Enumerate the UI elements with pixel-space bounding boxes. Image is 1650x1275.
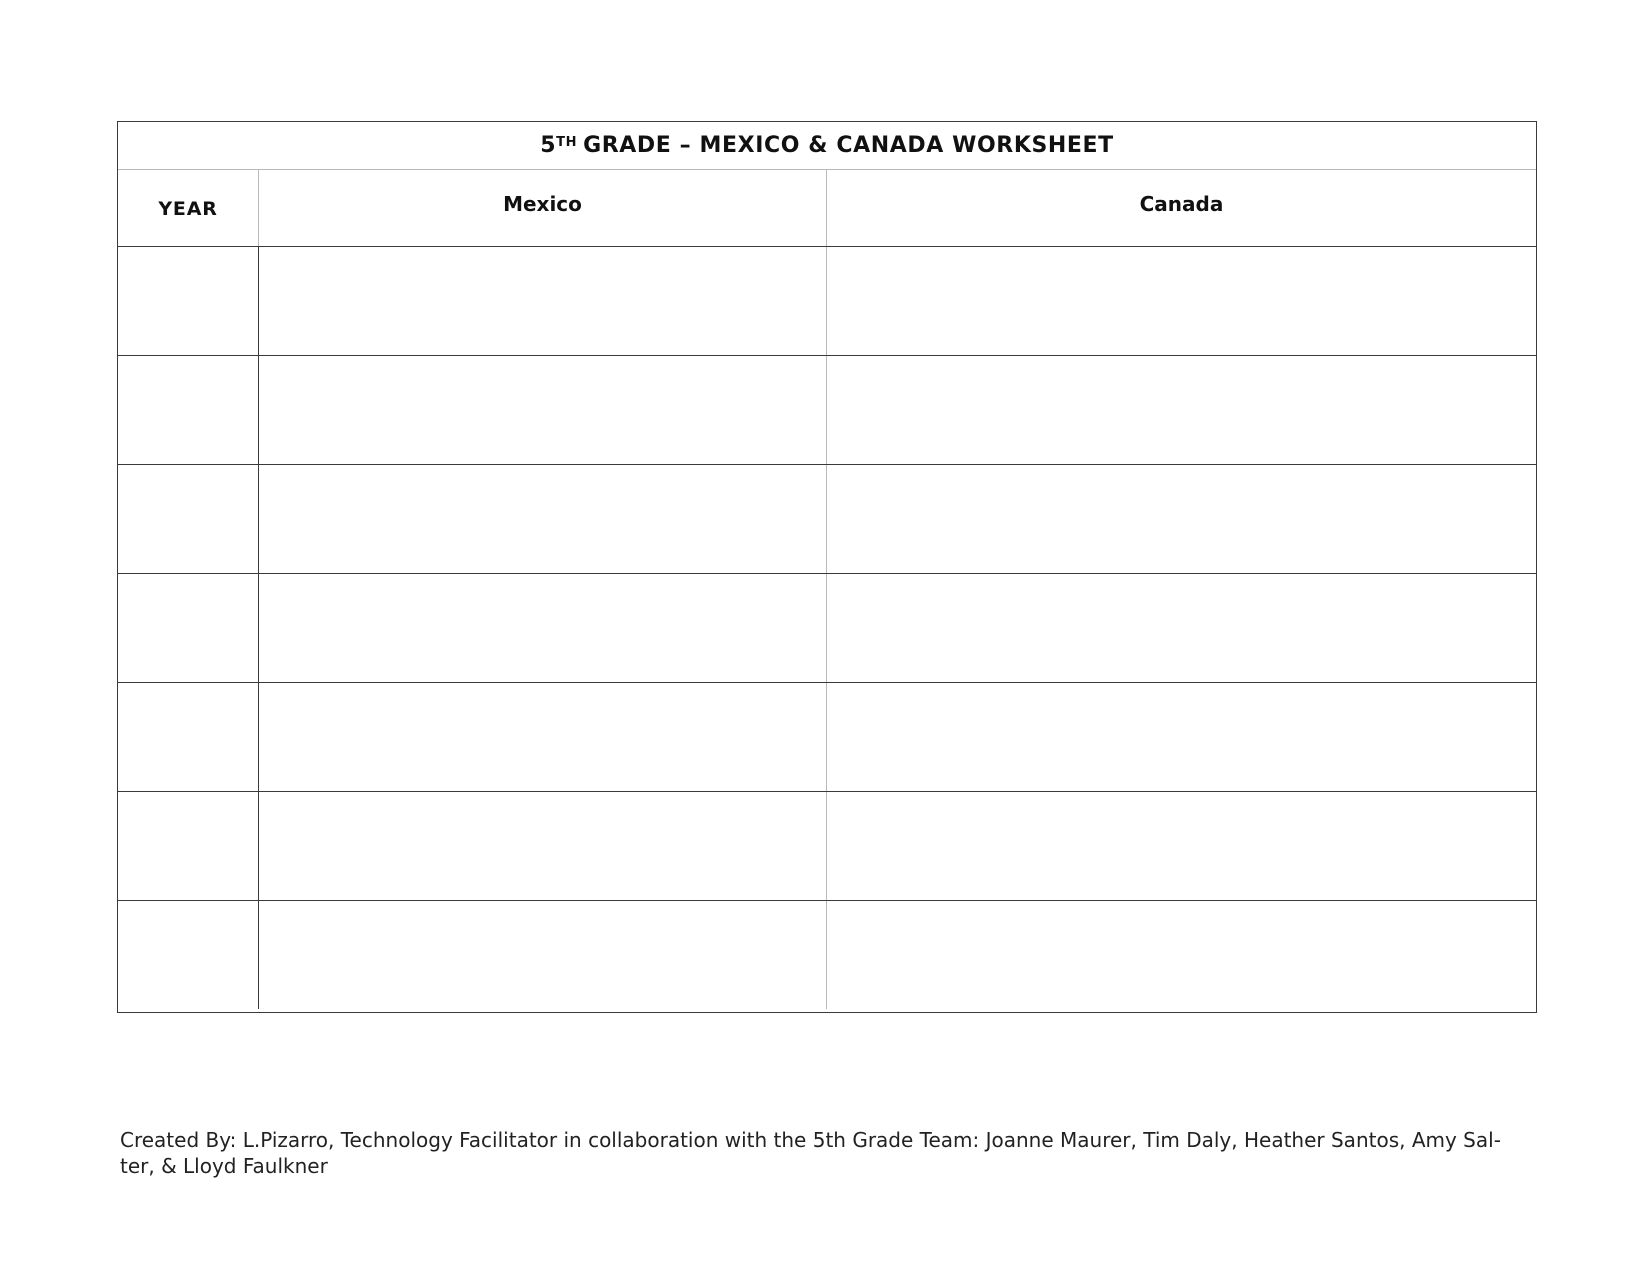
table-row: [118, 792, 1536, 901]
year-cell[interactable]: [118, 901, 259, 1009]
year-cell[interactable]: [118, 356, 259, 464]
table-row: [118, 247, 1536, 356]
worksheet-title: [118, 122, 1536, 170]
table-body: [118, 247, 1536, 1009]
table-row: [118, 574, 1536, 683]
mexico-cell[interactable]: [259, 247, 827, 355]
year-cell[interactable]: [118, 247, 259, 355]
canada-cell[interactable]: [827, 465, 1536, 573]
mexico-cell[interactable]: [259, 901, 827, 1009]
title-grade-superscript: TH: [556, 135, 578, 150]
canada-cell[interactable]: [827, 792, 1536, 900]
mexico-cell[interactable]: [259, 792, 827, 900]
title-grade-number: 5: [540, 133, 557, 158]
footer-credit: Created By: L.Pizarro, Technology Facilitator in collaboration with the 5th Grade Team: Joanne Maurer, Tim Daly, Heather Santos, Amy Sal-ter, & Lloyd Faulkner: [120, 1128, 1501, 1178]
year-cell[interactable]: [118, 574, 259, 682]
title-text: GRADE – MEXICO & CANADA WORKSHEET: [583, 133, 1114, 158]
canada-cell[interactable]: [827, 247, 1536, 355]
worksheet-table: [117, 121, 1537, 1013]
table-row: [118, 356, 1536, 465]
column-header-mexico: Mexico: [259, 170, 827, 246]
column-header-row: [118, 170, 1536, 247]
canada-cell[interactable]: [827, 356, 1536, 464]
year-cell[interactable]: [118, 465, 259, 573]
table-row: [118, 683, 1536, 792]
table-row: [118, 465, 1536, 574]
year-cell[interactable]: [118, 683, 259, 791]
column-header-canada: Canada: [1139, 192, 1224, 216]
mexico-cell[interactable]: [259, 683, 827, 791]
table-row: [118, 901, 1536, 1009]
mexico-cell[interactable]: [259, 356, 827, 464]
year-cell[interactable]: [118, 792, 259, 900]
mexico-cell[interactable]: [259, 574, 827, 682]
mexico-cell[interactable]: [259, 465, 827, 573]
canada-cell[interactable]: [827, 683, 1536, 791]
canada-cell[interactable]: [827, 574, 1536, 682]
column-header-year: YEAR: [118, 170, 259, 246]
canada-cell[interactable]: [827, 901, 1536, 1009]
